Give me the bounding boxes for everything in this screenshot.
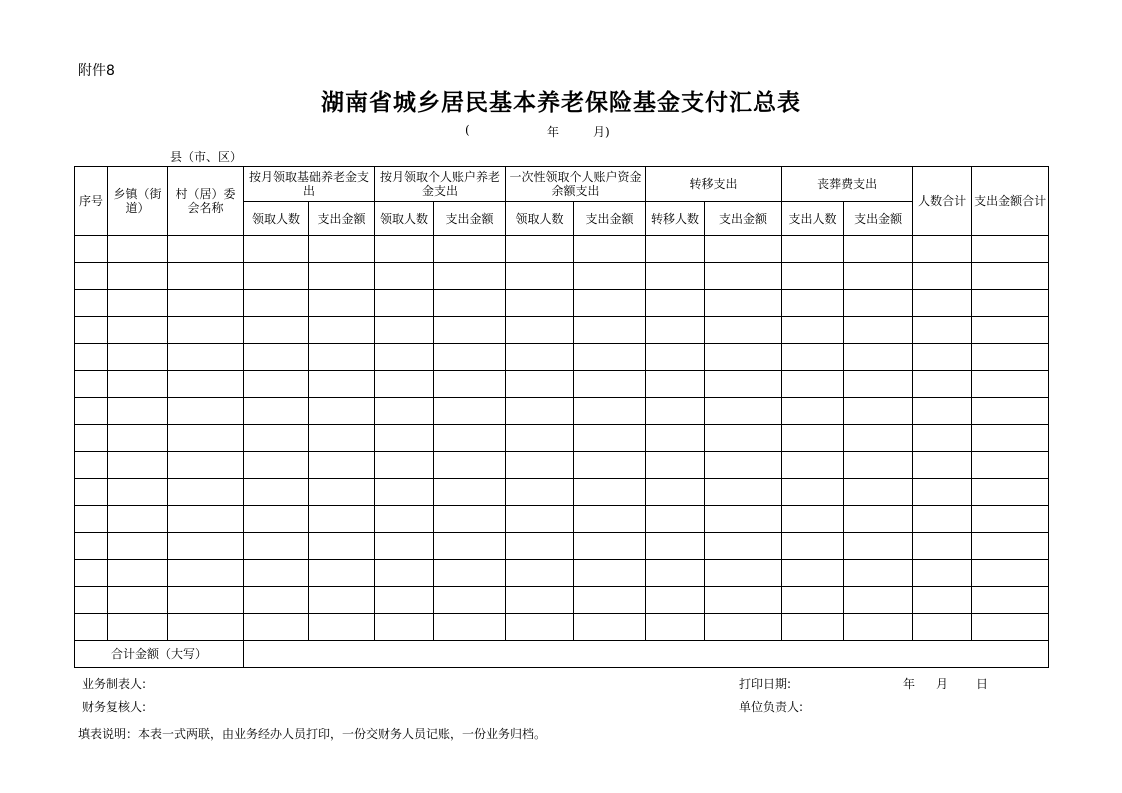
period-month: 月) — [593, 125, 610, 139]
table-cell[interactable] — [646, 425, 705, 452]
table-cell[interactable] — [434, 398, 506, 425]
table-cell[interactable] — [646, 344, 705, 371]
table-cell[interactable] — [434, 533, 506, 560]
table-cell[interactable] — [75, 479, 108, 506]
table-cell[interactable] — [782, 263, 844, 290]
table-cell[interactable] — [705, 425, 782, 452]
table-cell[interactable] — [244, 236, 309, 263]
table-cell[interactable] — [108, 236, 168, 263]
table-cell[interactable] — [309, 560, 375, 587]
table-cell[interactable] — [782, 425, 844, 452]
table-cell[interactable] — [375, 506, 434, 533]
table-cell[interactable] — [375, 533, 434, 560]
header-row-groups — [75, 167, 1049, 202]
table-cell[interactable] — [309, 398, 375, 425]
table-cell[interactable] — [75, 263, 108, 290]
table-cell[interactable] — [506, 587, 574, 614]
table-cell[interactable] — [782, 344, 844, 371]
table-cell[interactable] — [375, 236, 434, 263]
table-cell[interactable] — [782, 371, 844, 398]
table-cell[interactable] — [913, 479, 972, 506]
table-cell[interactable] — [913, 263, 972, 290]
table-cell[interactable] — [75, 317, 108, 344]
table-cell[interactable] — [434, 344, 506, 371]
table-cell[interactable] — [646, 533, 705, 560]
table-cell[interactable] — [844, 533, 913, 560]
sub-recipients: 领取人数 — [244, 202, 309, 236]
table-row — [75, 263, 1049, 290]
table-cell[interactable] — [972, 587, 1049, 614]
table-cell[interactable] — [309, 263, 375, 290]
table-cell[interactable] — [506, 533, 574, 560]
table-cell[interactable] — [574, 371, 646, 398]
table-cell[interactable] — [782, 533, 844, 560]
table-cell[interactable] — [705, 344, 782, 371]
table-cell[interactable] — [972, 533, 1049, 560]
period-year: 年 — [547, 125, 560, 139]
table-cell[interactable] — [108, 452, 168, 479]
table-cell[interactable] — [244, 614, 309, 641]
table-cell[interactable] — [434, 587, 506, 614]
total-row-label: 合计金额（大写） — [75, 641, 244, 668]
table-cell[interactable] — [434, 371, 506, 398]
table-row — [75, 587, 1049, 614]
table-cell[interactable] — [309, 236, 375, 263]
table-cell[interactable] — [705, 587, 782, 614]
table-cell[interactable] — [844, 344, 913, 371]
table-cell[interactable] — [782, 236, 844, 263]
table-cell[interactable] — [705, 290, 782, 317]
header-group-basic-pension: 按月领取基础养老金支出 — [244, 167, 375, 202]
table-cell[interactable] — [506, 371, 574, 398]
table-cell[interactable] — [108, 263, 168, 290]
table-cell[interactable] — [844, 479, 913, 506]
table-cell[interactable] — [574, 263, 646, 290]
sub-amount: 支出金额 — [705, 202, 782, 236]
table-cell[interactable] — [972, 290, 1049, 317]
header-town: 乡镇（街道） — [108, 167, 168, 236]
attachment-label: 附件8 — [78, 63, 115, 79]
table-cell[interactable] — [646, 506, 705, 533]
table-cell[interactable] — [108, 479, 168, 506]
table-cell[interactable] — [844, 236, 913, 263]
table-cell[interactable] — [506, 425, 574, 452]
table-cell[interactable] — [844, 425, 913, 452]
table-cell[interactable] — [375, 560, 434, 587]
table-cell[interactable] — [108, 371, 168, 398]
table-row — [75, 479, 1049, 506]
table-cell[interactable] — [108, 398, 168, 425]
table-cell[interactable] — [574, 506, 646, 533]
table-cell[interactable] — [972, 506, 1049, 533]
table-cell[interactable] — [244, 371, 309, 398]
sub-transfer-people: 转移人数 — [646, 202, 705, 236]
table-cell[interactable] — [108, 290, 168, 317]
table-cell[interactable] — [574, 425, 646, 452]
table-cell[interactable] — [574, 533, 646, 560]
table-cell[interactable] — [844, 398, 913, 425]
table-cell[interactable] — [972, 398, 1049, 425]
table-cell[interactable] — [244, 398, 309, 425]
table-cell[interactable] — [574, 398, 646, 425]
table-cell[interactable] — [646, 452, 705, 479]
sub-amount: 支出金额 — [434, 202, 506, 236]
table-row — [75, 560, 1049, 587]
table-row — [75, 425, 1049, 452]
table-cell[interactable] — [434, 317, 506, 344]
table-cell[interactable] — [75, 614, 108, 641]
table-cell[interactable] — [168, 479, 244, 506]
table-row — [75, 614, 1049, 641]
table-cell[interactable] — [309, 533, 375, 560]
header-seq: 序号 — [75, 167, 108, 236]
sub-amount: 支出金额 — [574, 202, 646, 236]
table-cell[interactable] — [646, 560, 705, 587]
table-cell[interactable] — [375, 452, 434, 479]
table-cell[interactable] — [244, 290, 309, 317]
table-cell[interactable] — [782, 479, 844, 506]
table-cell[interactable] — [506, 344, 574, 371]
table-cell[interactable] — [108, 560, 168, 587]
print-date-year: 年 — [903, 677, 916, 691]
total-row-value[interactable] — [244, 641, 1049, 668]
table-cell[interactable] — [506, 452, 574, 479]
table-cell[interactable] — [75, 425, 108, 452]
table-row — [75, 290, 1049, 317]
header-village: 村（居）委会名称 — [168, 167, 244, 236]
table-cell[interactable] — [972, 371, 1049, 398]
table-cell[interactable] — [705, 506, 782, 533]
table-cell[interactable] — [434, 236, 506, 263]
table-cell[interactable] — [972, 614, 1049, 641]
table-cell[interactable] — [168, 371, 244, 398]
table-cell[interactable] — [168, 587, 244, 614]
table-cell[interactable] — [705, 317, 782, 344]
table-cell[interactable] — [75, 398, 108, 425]
table-cell[interactable] — [844, 263, 913, 290]
header-group-transfer: 转移支出 — [646, 167, 782, 202]
table-row — [75, 371, 1049, 398]
table-cell[interactable] — [108, 614, 168, 641]
table-cell[interactable] — [244, 506, 309, 533]
table-cell[interactable] — [506, 560, 574, 587]
table-cell[interactable] — [108, 533, 168, 560]
table-cell[interactable] — [309, 290, 375, 317]
table-cell[interactable] — [375, 425, 434, 452]
table-cell[interactable] — [844, 452, 913, 479]
table-cell[interactable] — [782, 317, 844, 344]
table-cell[interactable] — [75, 506, 108, 533]
header-group-funeral: 丧葬费支出 — [782, 167, 913, 202]
table-cell[interactable] — [844, 371, 913, 398]
table-cell[interactable] — [434, 479, 506, 506]
table-cell[interactable] — [506, 398, 574, 425]
table-cell[interactable] — [506, 263, 574, 290]
table-cell[interactable] — [108, 344, 168, 371]
table-cell[interactable] — [375, 614, 434, 641]
table-cell[interactable] — [972, 344, 1049, 371]
table-cell[interactable] — [913, 425, 972, 452]
table-cell[interactable] — [705, 452, 782, 479]
table-cell[interactable] — [168, 344, 244, 371]
table-cell[interactable] — [75, 344, 108, 371]
table-cell[interactable] — [782, 506, 844, 533]
sub-recipients: 领取人数 — [506, 202, 574, 236]
table-cell[interactable] — [913, 371, 972, 398]
table-cell[interactable] — [434, 506, 506, 533]
table-cell[interactable] — [168, 614, 244, 641]
table-cell[interactable] — [844, 290, 913, 317]
table-cell[interactable] — [244, 560, 309, 587]
table-row — [75, 533, 1049, 560]
table-cell[interactable] — [913, 560, 972, 587]
table-row — [75, 452, 1049, 479]
unit-head-label: 单位负责人: — [739, 700, 804, 714]
table-cell[interactable] — [244, 317, 309, 344]
table-cell[interactable] — [168, 425, 244, 452]
table-cell[interactable] — [244, 425, 309, 452]
header-total-amount: 支出金额合计 — [972, 167, 1049, 236]
table-cell[interactable] — [782, 452, 844, 479]
table-cell[interactable] — [375, 263, 434, 290]
table-cell[interactable] — [168, 263, 244, 290]
table-cell[interactable] — [506, 614, 574, 641]
table-cell[interactable] — [506, 236, 574, 263]
table-cell[interactable] — [844, 587, 913, 614]
table-cell[interactable] — [972, 560, 1049, 587]
table-cell[interactable] — [244, 344, 309, 371]
table-cell[interactable] — [506, 506, 574, 533]
table-cell[interactable] — [913, 614, 972, 641]
header-group-lump-sum: 一次性领取个人账户资金余额支出 — [506, 167, 646, 202]
table-cell[interactable] — [574, 614, 646, 641]
table-cell[interactable] — [75, 560, 108, 587]
table-cell[interactable] — [168, 290, 244, 317]
print-date-label: 打印日期: — [739, 677, 792, 691]
table-cell[interactable] — [434, 425, 506, 452]
table-cell[interactable] — [574, 344, 646, 371]
table-cell[interactable] — [434, 614, 506, 641]
table-cell[interactable] — [646, 371, 705, 398]
table-cell[interactable] — [705, 398, 782, 425]
table-cell[interactable] — [913, 317, 972, 344]
table-cell[interactable] — [375, 479, 434, 506]
table-cell[interactable] — [309, 506, 375, 533]
table-cell[interactable] — [705, 560, 782, 587]
table-cell[interactable] — [972, 479, 1049, 506]
table-cell[interactable] — [972, 236, 1049, 263]
table-cell[interactable] — [646, 263, 705, 290]
table-cell[interactable] — [244, 533, 309, 560]
sub-recipients: 领取人数 — [375, 202, 434, 236]
table-cell[interactable] — [75, 587, 108, 614]
total-row — [75, 641, 1049, 668]
table-cell[interactable] — [168, 317, 244, 344]
table-cell[interactable] — [75, 452, 108, 479]
print-date-day: 日 — [976, 677, 989, 691]
table-cell[interactable] — [646, 479, 705, 506]
table-cell[interactable] — [309, 614, 375, 641]
table-cell[interactable] — [309, 425, 375, 452]
period-open: ( — [465, 123, 470, 137]
table-cell[interactable] — [646, 317, 705, 344]
table-cell[interactable] — [168, 560, 244, 587]
table-cell[interactable] — [844, 506, 913, 533]
table-cell[interactable] — [705, 371, 782, 398]
table-cell[interactable] — [309, 479, 375, 506]
table-cell[interactable] — [782, 614, 844, 641]
table-cell[interactable] — [574, 290, 646, 317]
table-cell[interactable] — [168, 452, 244, 479]
table-cell[interactable] — [434, 452, 506, 479]
table-cell[interactable] — [168, 236, 244, 263]
table-cell[interactable] — [244, 587, 309, 614]
table-cell[interactable] — [375, 290, 434, 317]
table-cell[interactable] — [108, 425, 168, 452]
table-cell[interactable] — [574, 560, 646, 587]
summary-table — [74, 166, 1049, 668]
table-cell[interactable] — [574, 479, 646, 506]
table-cell[interactable] — [913, 236, 972, 263]
table-cell[interactable] — [168, 533, 244, 560]
table-cell[interactable] — [244, 263, 309, 290]
table-cell[interactable] — [705, 479, 782, 506]
table-cell[interactable] — [434, 263, 506, 290]
table-cell[interactable] — [913, 398, 972, 425]
table-cell[interactable] — [913, 587, 972, 614]
sub-payees: 支出人数 — [782, 202, 844, 236]
fill-instructions: 填表说明：本表一式两联，由业务经办人员打印，一份交财务人员记账，一份业务归档。 — [78, 727, 547, 741]
reviewer-label: 财务复核人: — [82, 700, 147, 714]
table-cell[interactable] — [375, 371, 434, 398]
table-cell[interactable] — [375, 398, 434, 425]
table-row — [75, 317, 1049, 344]
table-cell[interactable] — [705, 533, 782, 560]
table-cell[interactable] — [108, 587, 168, 614]
table-cell[interactable] — [646, 398, 705, 425]
table-cell[interactable] — [375, 317, 434, 344]
table-cell[interactable] — [75, 371, 108, 398]
table-cell[interactable] — [913, 290, 972, 317]
table-cell[interactable] — [705, 263, 782, 290]
print-date-month: 月 — [936, 677, 949, 691]
sub-amount: 支出金额 — [309, 202, 375, 236]
table-cell[interactable] — [705, 614, 782, 641]
table-cell[interactable] — [782, 560, 844, 587]
table-cell[interactable] — [972, 263, 1049, 290]
table-cell[interactable] — [108, 506, 168, 533]
table-cell[interactable] — [108, 317, 168, 344]
header-total-people: 人数合计 — [913, 167, 972, 236]
table-row — [75, 344, 1049, 371]
header-group-personal-account: 按月领取个人账户养老金支出 — [375, 167, 506, 202]
table-cell[interactable] — [782, 398, 844, 425]
table-cell[interactable] — [75, 290, 108, 317]
table-cell[interactable] — [375, 587, 434, 614]
table-cell[interactable] — [844, 317, 913, 344]
table-cell[interactable] — [646, 587, 705, 614]
table-cell[interactable] — [168, 506, 244, 533]
table-cell[interactable] — [646, 614, 705, 641]
table-cell[interactable] — [75, 236, 108, 263]
table-cell[interactable] — [574, 236, 646, 263]
table-cell[interactable] — [913, 344, 972, 371]
table-cell[interactable] — [375, 344, 434, 371]
table-cell[interactable] — [913, 533, 972, 560]
table-row — [75, 506, 1049, 533]
table-cell[interactable] — [972, 452, 1049, 479]
table-cell[interactable] — [913, 452, 972, 479]
table-cell[interactable] — [574, 317, 646, 344]
table-row — [75, 236, 1049, 263]
table-body — [75, 167, 1049, 668]
table-cell[interactable] — [244, 452, 309, 479]
sub-amount: 支出金额 — [844, 202, 913, 236]
table-cell[interactable] — [972, 317, 1049, 344]
table-cell[interactable] — [309, 587, 375, 614]
table-cell[interactable] — [646, 236, 705, 263]
table-cell[interactable] — [844, 560, 913, 587]
table-cell[interactable] — [574, 452, 646, 479]
table-cell[interactable] — [782, 290, 844, 317]
table-cell[interactable] — [309, 317, 375, 344]
table-cell[interactable] — [309, 371, 375, 398]
table-cell[interactable] — [844, 614, 913, 641]
table-cell[interactable] — [168, 398, 244, 425]
table-cell[interactable] — [434, 290, 506, 317]
table-cell[interactable] — [646, 290, 705, 317]
table-cell[interactable] — [75, 533, 108, 560]
form-title: 湖南省城乡居民基本养老保险基金支付汇总表 — [321, 89, 801, 116]
table-cell[interactable] — [434, 560, 506, 587]
table-cell[interactable] — [913, 506, 972, 533]
table-cell[interactable] — [574, 587, 646, 614]
table-cell[interactable] — [244, 479, 309, 506]
county-label: 县（市、区） — [170, 150, 243, 164]
table-cell[interactable] — [705, 236, 782, 263]
table-cell[interactable] — [309, 344, 375, 371]
table-cell[interactable] — [972, 425, 1049, 452]
table-cell[interactable] — [782, 587, 844, 614]
table-cell[interactable] — [506, 479, 574, 506]
table-cell[interactable] — [506, 290, 574, 317]
table-cell[interactable] — [309, 452, 375, 479]
table-cell[interactable] — [506, 317, 574, 344]
preparer-label: 业务制表人: — [82, 677, 147, 691]
table-row — [75, 398, 1049, 425]
